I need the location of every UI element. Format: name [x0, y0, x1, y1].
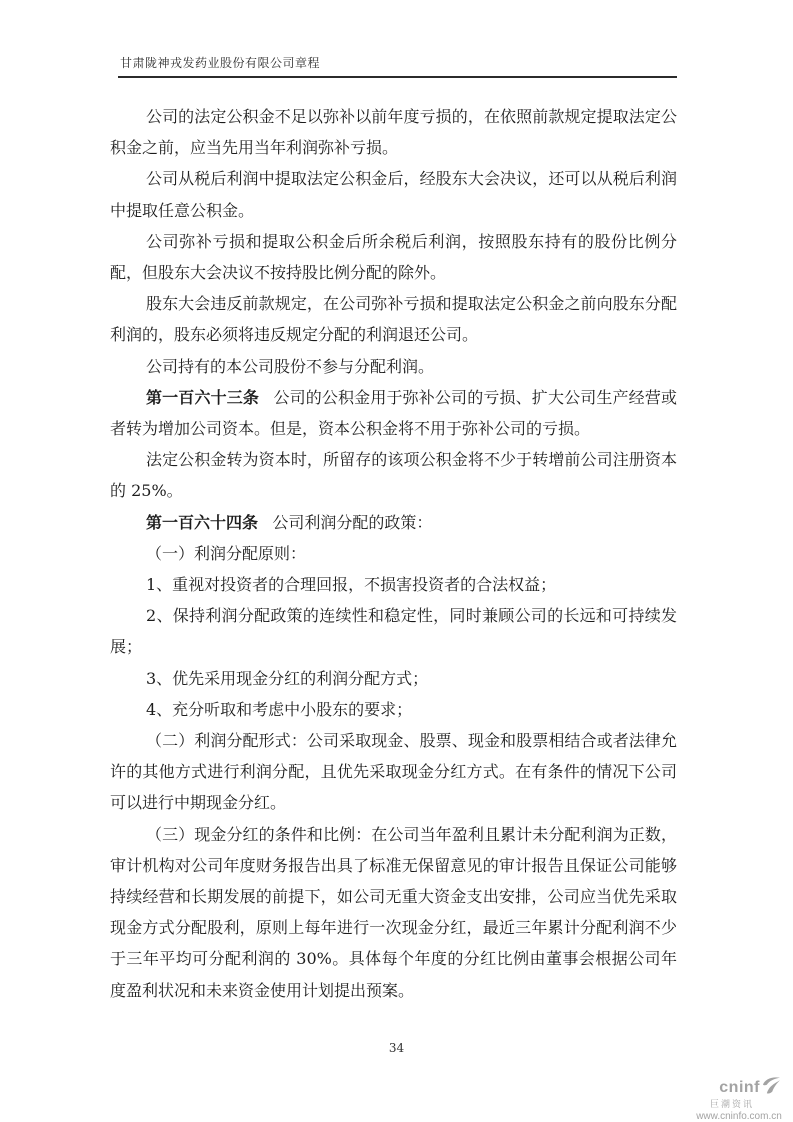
paragraph [110, 569, 677, 600]
paragraph-text: 3、优先采用现金分红的利润分配方式； [146, 668, 429, 688]
page-number: 34 [388, 1041, 405, 1055]
paragraph-text: 1、重视对投资者的合理回报，不损害投资者的合法权益； [146, 575, 557, 595]
paragraph-text: 公司的公积金用于弥补公司的亏损、扩大公司生产经营或者转为增加公司资本。但是，资本公积金将不用于弥补公司的亏损。 [110, 387, 677, 439]
cninfo-logo [691, 1077, 787, 1122]
paragraph [110, 600, 677, 662]
paragraph [110, 101, 677, 163]
paragraph [110, 725, 677, 819]
cninfo-logo-chinese-name: 巨潮资讯 [709, 1098, 754, 1109]
cninfo-logo-url: www.cninfo.com.cn [696, 1111, 782, 1122]
paragraph [110, 663, 677, 694]
paragraph-text: （三）现金分红的条件和比例：在公司当年盈利且累计未分配利润为正数，审计机构对公司年度财务报告出具了标准无保留意见的审计报告且保证公司能够持续经营和长期发展的前提下，如公司无重大资金支出安排，公司应当优先采取现金方式分配股利，原则上每年进行一次现金分红，最近三年累计分配利润不少于三年平均可分配利润的 30%。具体每个年度的分红比例由董事会根据公司年度盈利状况和未来资金使用计划提出预案。 [110, 824, 677, 1000]
paragraph-text: 公司的法定公积金不足以弥补以前年度亏损的，在依照前款规定提取法定公积金之前，应当先用当年利润弥补亏损。 [110, 107, 677, 158]
paragraph-text: 公司利润分配的政策： [272, 512, 433, 532]
paragraph-text: （二）利润分配形式：公司采取现金、股票、现金和股票相结合或者法律允许的其他方式进行利润分配，且优先采取现金分红方式。在有条件的情况下公司可以进行中期现金分红。 [110, 731, 677, 813]
cninfo-logo-word: cninf [719, 1079, 760, 1096]
paragraph-text: 法定公积金转为资本时，所留存的该项公积金将不少于转增前公司注册资本的 25%。 [110, 450, 677, 501]
cninfo-logo-icon [762, 1077, 781, 1099]
paragraph [110, 382, 677, 444]
paragraph-text: 股东大会违反前款规定，在公司弥补亏损和提取法定公积金之前向股东分配利润的，股东必须将违反规定分配的利润退还公司。 [110, 294, 677, 345]
paragraph-text: （一）利润分配原则： [146, 543, 307, 563]
article-number: 第一百六十四条 [146, 512, 259, 532]
paragraph [110, 507, 677, 538]
document-body [110, 101, 677, 1006]
paragraph [110, 288, 677, 350]
document-title: 甘肃陇神戎发药业股份有限公司章程 [120, 56, 321, 70]
paragraph-text: 公司从税后利润中提取法定公积金后，经股东大会决议，还可以从税后利润中提取任意公积金。 [110, 169, 677, 220]
paragraph [110, 163, 677, 225]
paragraph [110, 226, 677, 288]
paragraph [110, 444, 677, 506]
paragraph [110, 819, 677, 1006]
article-number: 第一百六十三条 [146, 387, 260, 407]
paragraph-text: 公司持有的本公司股份不参与分配利润。 [146, 356, 435, 376]
paragraph [110, 351, 677, 382]
cninfo-logo-row [691, 1077, 787, 1099]
paragraph [110, 694, 677, 725]
paragraph [110, 538, 677, 569]
page-header [118, 52, 677, 78]
paragraph-text: 4、充分听取和考虑中小股东的要求； [146, 699, 413, 719]
paragraph-text: 2、保持利润分配政策的连续性和稳定性，同时兼顾公司的长远和可持续发展； [110, 606, 677, 657]
paragraph-text: 公司弥补亏损和提取公积金后所余税后利润，按照股东持有的股份比例分配，但股东大会决议不按持股比例分配的除外。 [110, 231, 677, 283]
